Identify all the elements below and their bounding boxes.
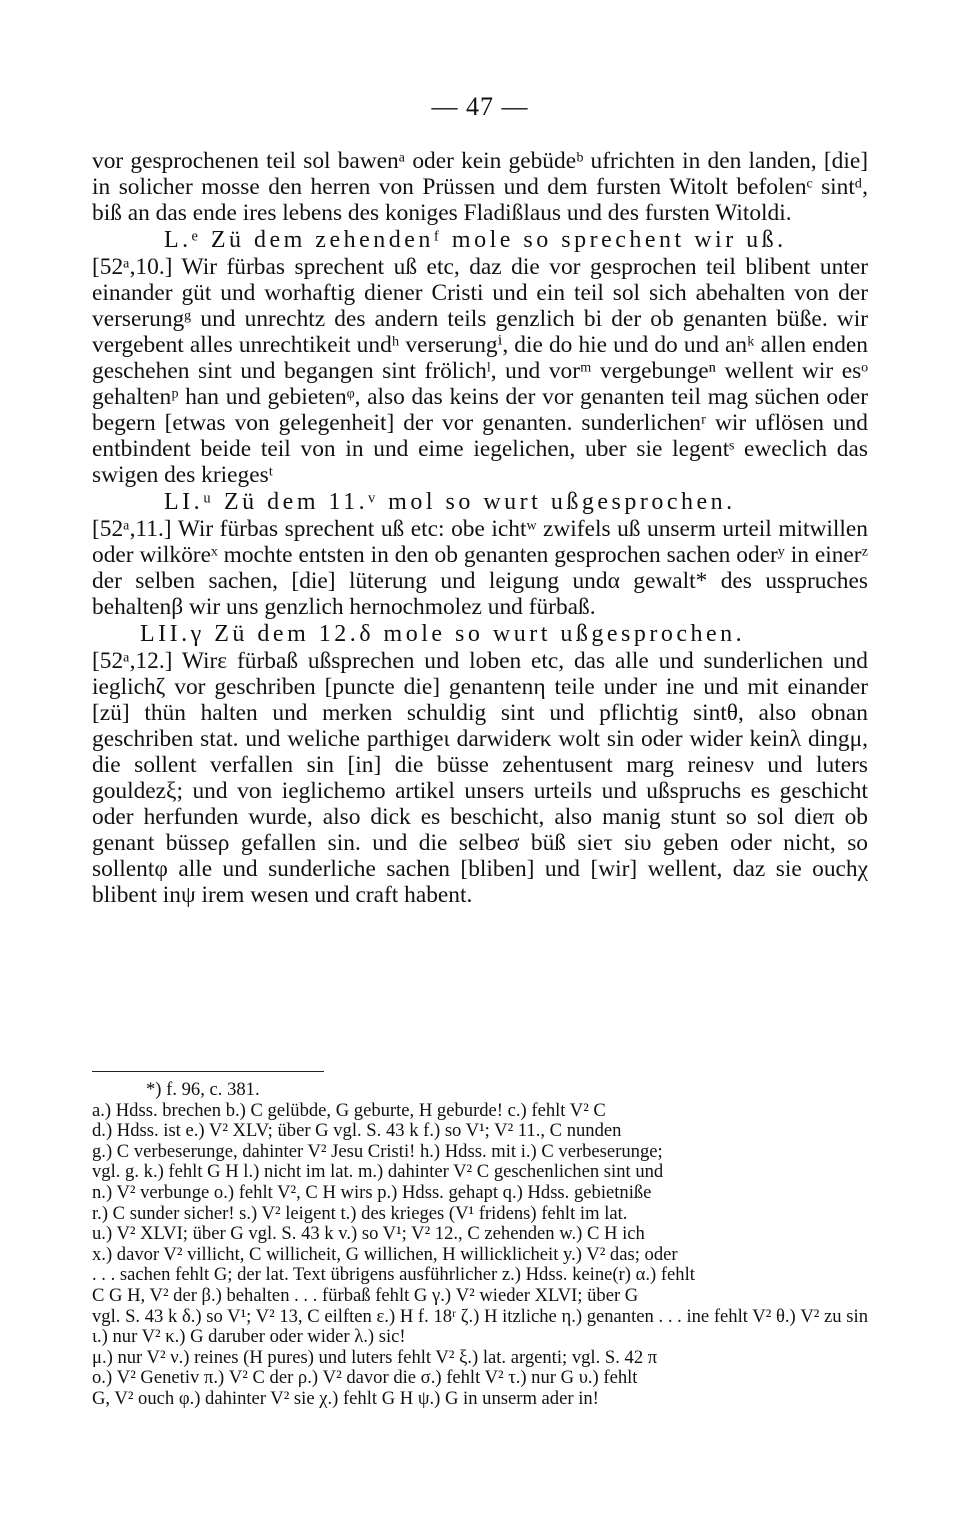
section-heading-lii: LII.γ Zü dem 12.δ mole so wurt ußgesprochen. (140, 621, 746, 647)
footnote-line: r.) C sunder sicher! s.) V² leigent t.) des krieges (V¹ fridens) fehlt im lat. (92, 1202, 628, 1224)
paragraph-section-li: [52ᵃ,11.] Wir fürbas sprechent uß etc: obe ichtʷ zwifels uß unserm urteil mitwillen oder wilköreˣ mochte entsten in den ob genanten gesprochen sachen oderʸ in einerᶻ der selben sachen, [die] lüterung und leigung undα gewalt* des usspruches behaltenβ wir uns genzlich hernochmolez und fürbaß. (92, 516, 868, 620)
main-text (92, 148, 868, 908)
paragraph-section-l: [52ᵃ,10.] Wir fürbas sprechent uß etc, daz die vor gesprochen teil blibent unter einander güt und worhaftig diener Cristi und ein teil sol sich abehalten von der verserungᵍ und unrechtz des andern teils genzlich bi der ob genanten büße. wir vergebent alles unrechtikeit undʰ verserungⁱ, die do hie und do und anᵏ allen enden geschehen sint und begangen sint frölichˡ, und vorᵐ vergebungeⁿ wellent wir esᵒ gehaltenᵖ han und gebietenᵠ, also das keins der vor genanten teil mag süchen oder begern [etwas von gelegenheit] der vor genanten. sunderlichenʳ wir uflösen und entbindent beide teil von in und eime iegelichen, uber sie legentˢ eweclich das swigen des kriegesᵗ (92, 254, 868, 488)
footnote-line: G, V² ouch φ.) dahinter V² sie χ.) fehlt G H ψ.) G in unserm ader in! (92, 1387, 599, 1409)
footnote-line: C G H, V² der β.) behalten . . . fürbaß fehlt G γ.) V² wieder XLVI; über G (92, 1284, 639, 1306)
footnote-line: n.) V² verbunge o.) fehlt V², C H wirs p.) Hdss. gehapt q.) Hdss. gebietniße (92, 1181, 652, 1203)
footnote-line: ο.) V² Genetiv π.) V² C der ρ.) V² davor die σ.) fehlt V² τ.) nur G υ.) fehlt (92, 1367, 638, 1389)
footnote-line: g.) C verbeserunge, dahinter V² Jesu Cristi! h.) Hdss. mit i.) C verbeserunge; (92, 1140, 663, 1162)
footnote-line: u.) V² XLVI; über G vgl. S. 43 k v.) so V¹; V² 12., C zehenden w.) C H ich (92, 1223, 645, 1245)
paragraph-section-lii: [52ᵃ,12.] Wirε fürbaß ußsprechen und loben etc, das alle und sunderlichen und ieglichζ vor geschriben [puncte die] genantenη teile under ine und mit einander [zü] thün halten und merken schuldig sint und pflichtig sintθ, also obnan geschriben stat. und weliche parthigeι darwiderκ wolt sin oder wider keinλ dingμ, die sollent verfallen sin [in] die büsse zehentusent marg reinesν und luters gouldezξ; und von ieglichemο artikel unsers urteils und ußspruchs es geschicht oder herfunden wurde, also dick es beschicht, also manig stunt so sol dieπ ob genant büsseρ gefallen sin. und die selbeσ büß sieτ siυ geben oder nicht, so sollentφ alle und sunderliche sachen [bliben] und [wir] wellent, daz sie ouchχ blibent inψ irem wesen und craft habent. (92, 648, 868, 908)
footnote-separator (92, 1071, 324, 1072)
footnote-line: *) f. 96, c. 381. (146, 1079, 260, 1100)
footnotes (92, 1080, 868, 1410)
page-number: — 47 — (431, 92, 529, 121)
footnote-line: vgl. S. 43 k δ.) so V¹; V² 13, C eilften ε.) H f. 18ʳ ζ.) H itzliche η.) genanten . . . ine fehlt V² θ.) V² zu sin ι.) nur V² κ.) G daruber oder wider λ.) sic! (92, 1305, 868, 1348)
footnote-line: vgl. g. k.) fehlt G H l.) nicht im lat. m.) dahinter V² C geschenlichen sint und (92, 1161, 664, 1183)
footnote-line: d.) Hdss. ist e.) V² XLV; über G vgl. S. 43 k f.) so V¹; V² 11., C nunden (92, 1120, 622, 1142)
paragraph-continuation: vor gesprochenen teil sol bawenᵃ oder kein gebüdeᵇ ufrichten in den landen, [die] in solicher mosse den herren von Prüssen und dem fursten Witolt befolenᶜ sintᵈ, biß an das ende ires lebens des koniges Fladißlaus und des fursten Witoldi. (92, 148, 868, 226)
footnote-line: . . . sachen fehlt G; der lat. Text übrigens ausführlicher z.) Hdss. keine(r) α.) fehlt (92, 1264, 695, 1286)
section-heading-l: L.ᵉ Zü dem zehendenᶠ mole so sprechent wir uß. (164, 227, 787, 253)
section-heading-li: LI.ᵘ Zü dem 11.ᵛ mol so wurt ußgesprochen. (164, 489, 736, 515)
footnote-line: a.) Hdss. brechen b.) C gelübde, G geburte, H geburde! c.) fehlt V² C (92, 1099, 606, 1121)
footnote-line: x.) davor V² villicht, C willicheit, G willichen, H willicklicheit y.) V² das; oder (92, 1243, 678, 1265)
footnote-line: μ.) nur V² ν.) reines (H pures) und luters fehlt V² ξ.) lat. argenti; vgl. S. 42 π (92, 1346, 658, 1368)
